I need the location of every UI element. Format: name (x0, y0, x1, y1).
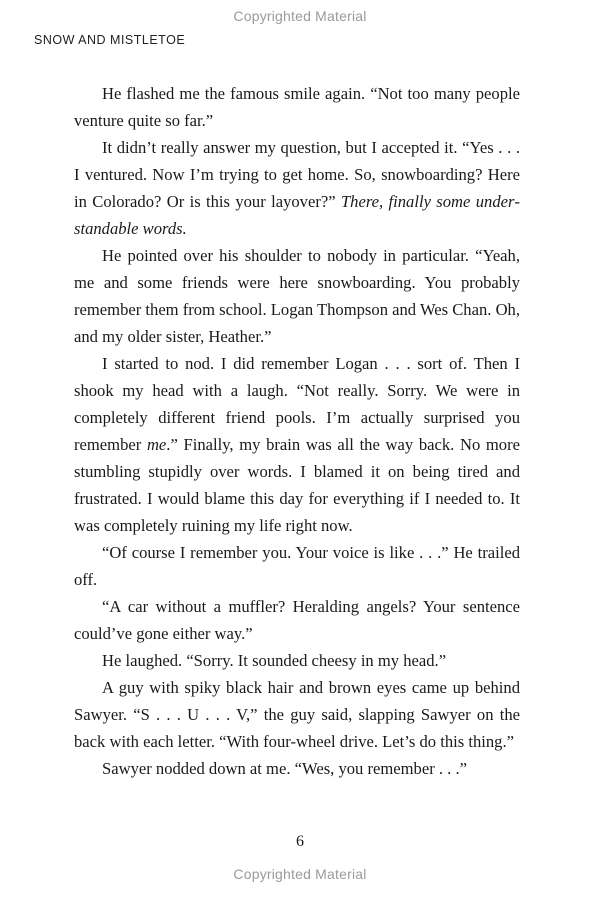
italic-thought: There, finally some understandable words. (74, 192, 520, 238)
paragraph-text: I started to nod. I did remember Logan . . . sort of. Then I shook my head with a laugh. “Not really. Sorry. We were in completely different friend pools. I’m actually surprised you remember (74, 354, 520, 454)
paragraph: A guy with spiky black hair and brown eyes came up behind Sawyer. “S . . . U . . . V,” the guy said, slapping Sawyer on the back with each letter. “With four-wheel drive. Let’s do this thing.” (74, 678, 520, 751)
paragraph: He flashed me the famous smile again. “Not too many people venture quite so far.” (74, 84, 520, 130)
page-body-text (74, 80, 520, 782)
copyright-watermark-top: Copyrighted Material (233, 8, 367, 24)
paragraph (74, 350, 520, 539)
italic-emphasis: me (146, 435, 167, 454)
paragraph: He pointed over his shoulder to nobody in particular. “Yeah, me and some friends were here snowboarding. You probably remember them from school. Logan Thompson and Wes Chan. Oh, and my older sister, Heather.” (74, 246, 520, 346)
copyright-watermark-bottom: Copyrighted Material (233, 866, 367, 882)
paragraph: Sawyer nodded down at me. “Wes, you remember . . .” (102, 759, 467, 778)
page-number: 6 (296, 833, 304, 850)
running-head-book-title: SNOW AND MISTLETOE (34, 33, 186, 47)
paragraph: He laughed. “Sorry. It sounded cheesy in my head.” (102, 651, 447, 670)
paragraph: “Of course I remember you. Your voice is like . . .” He trailed off. (74, 543, 520, 589)
paragraph (74, 134, 520, 242)
paragraph-text: It didn’t really answer my question, but I accepted it. “Yes . . . I ventured. Now I’m trying to get home. So, snowboarding? Here in Colorado? Or is this your layover?” (74, 138, 520, 211)
paragraph-text: .” Finally, my brain was all the way back. No more stumbling stupidly over words. I blamed it on being tired and frustrated. I would blame this day for everything if I needed to. It was completely ruining my life right now. (74, 435, 520, 535)
paragraph: “A car without a muffler? Heralding angels? Your sentence could’ve gone either way.” (74, 597, 520, 643)
